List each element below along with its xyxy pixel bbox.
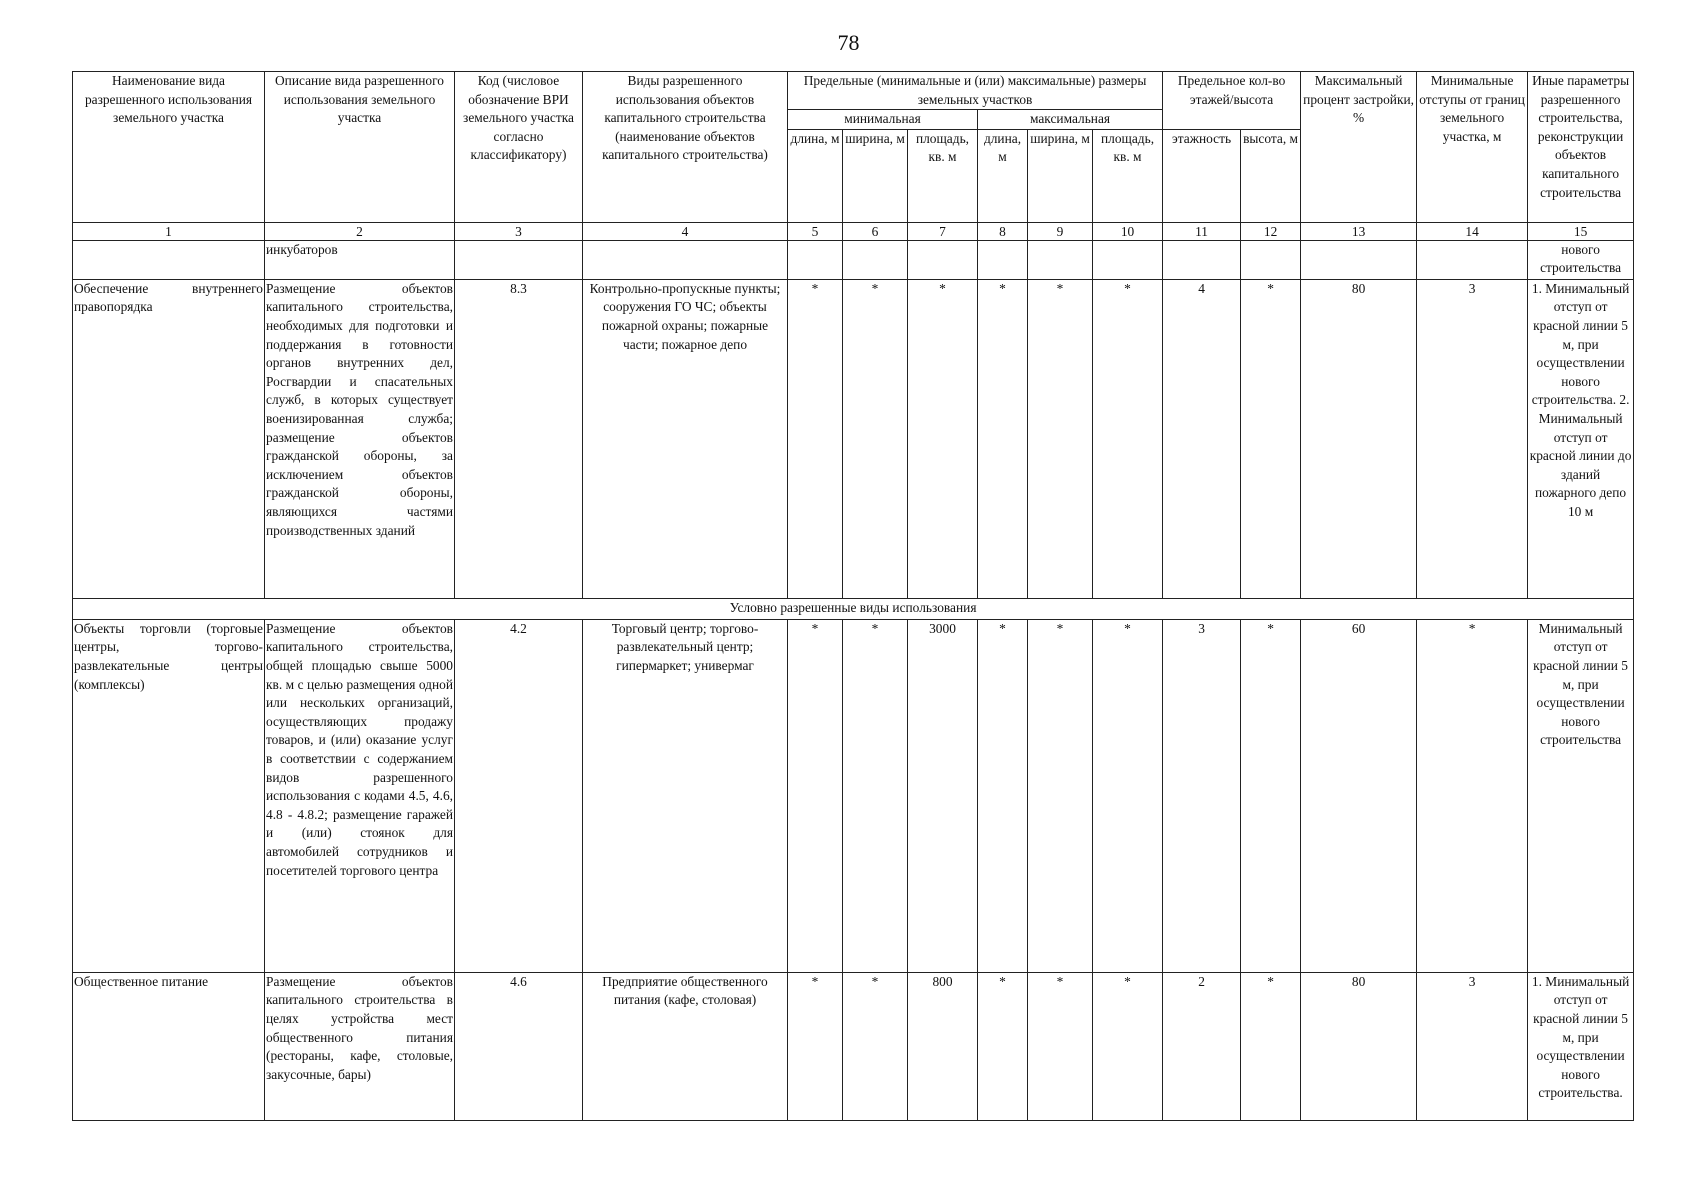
column-number: 8 bbox=[978, 222, 1028, 240]
cell-height: * bbox=[1241, 619, 1301, 972]
cell-code: 4.2 bbox=[455, 619, 583, 972]
cell-empty bbox=[788, 240, 843, 279]
cell-min-length: * bbox=[788, 972, 843, 1120]
section-header-row bbox=[73, 598, 1634, 619]
cell-code: 8.3 bbox=[455, 279, 583, 598]
cell-coverage: 80 bbox=[1301, 279, 1417, 598]
header-use-description: Описание вида разрешенного использования земельного участка bbox=[265, 72, 455, 223]
column-number: 6 bbox=[843, 222, 908, 240]
cell-empty bbox=[1163, 240, 1241, 279]
table-row bbox=[73, 279, 1634, 598]
cell-height: * bbox=[1241, 279, 1301, 598]
column-number: 1 bbox=[73, 222, 265, 240]
cell-other-parameters: нового строительства bbox=[1528, 240, 1634, 279]
header-maximum-group: максимальная bbox=[978, 110, 1163, 130]
header-min-width: ширина, м bbox=[843, 129, 908, 222]
cell-min-length: * bbox=[788, 279, 843, 598]
column-number: 3 bbox=[455, 222, 583, 240]
cell-empty bbox=[1241, 240, 1301, 279]
table-header-row bbox=[73, 72, 1634, 110]
page-number: 78 bbox=[837, 30, 860, 55]
header-min-length: длина, м bbox=[788, 129, 843, 222]
cell-max-width: * bbox=[1028, 972, 1093, 1120]
cell-height: * bbox=[1241, 972, 1301, 1120]
cell-other-parameters: 1. Минимальный отступ от красной линии 5 м, при осуществлении нового строительства. 2. Минимальный отступ от красной линии до зданий пожарного депо 10 м bbox=[1528, 279, 1634, 598]
cell-min-length: * bbox=[788, 619, 843, 972]
column-number: 5 bbox=[788, 222, 843, 240]
header-classifier-code: Код (числовое обозначение ВРИ земельного участка согласно классификатору) bbox=[455, 72, 583, 223]
header-max-width: ширина, м bbox=[1028, 129, 1093, 222]
table-row bbox=[73, 619, 1634, 972]
cell-min-area: * bbox=[908, 279, 978, 598]
cell-description: Размещение объектов капитального строительства, необходимых для подготовки и поддержания в готовности органов внутренних дел, Росгвардии и спасательных служб, в которых существует военизированная служба; размещение объектов гражданской обороны, за исключением объектов гражданской обороны, являющихся частями производственных зданий bbox=[265, 279, 455, 598]
header-minimum-group: минимальная bbox=[788, 110, 978, 130]
cell-description: Размещение объектов капитального строительства в целях устройства мест общественного питания (рестораны, кафе, столовые, закусочные, бары) bbox=[265, 972, 455, 1120]
column-number: 10 bbox=[1093, 222, 1163, 240]
header-min-area: площадь, кв. м bbox=[908, 129, 978, 222]
cell-floors: 2 bbox=[1163, 972, 1241, 1120]
cell-max-length: * bbox=[978, 279, 1028, 598]
cell-max-area: * bbox=[1093, 619, 1163, 972]
cell-objects: Контрольно-пропускные пункты; сооружения ГО ЧС; объекты пожарной охраны; пожарные части; пожарное депо bbox=[583, 279, 788, 598]
header-max-area: площадь, кв. м bbox=[1093, 129, 1163, 222]
header-other-parameters: Иные параметры разрешенного строительства, реконструкции объектов капитального строительства bbox=[1528, 72, 1634, 223]
header-construction-object-types: Виды разрешенного использования объектов капитального строительства (наименование объектов капитального строительства) bbox=[583, 72, 788, 223]
cell-use-name: Общественное питание bbox=[73, 972, 265, 1120]
cell-setback: 3 bbox=[1417, 972, 1528, 1120]
zoning-regulations-table bbox=[72, 71, 1634, 1121]
header-floors: этажность bbox=[1163, 129, 1241, 222]
section-title: Условно разрешенные виды использования bbox=[73, 598, 1634, 619]
cell-setback: 3 bbox=[1417, 279, 1528, 598]
cell-min-area: 800 bbox=[908, 972, 978, 1120]
cell-floors: 3 bbox=[1163, 619, 1241, 972]
cell-other-parameters: 1. Минимальный отступ от красной линии 5 м, при осуществлении нового строительства. bbox=[1528, 972, 1634, 1120]
cell-empty bbox=[978, 240, 1028, 279]
header-plot-size-limits: Предельные (минимальные и (или) максимальные) размеры земельных участков bbox=[788, 72, 1163, 110]
cell-empty bbox=[1417, 240, 1528, 279]
cell-objects: Торговый центр; торгово-развлекательный центр; гипермаркет; универмаг bbox=[583, 619, 788, 972]
cell-max-area: * bbox=[1093, 972, 1163, 1120]
cell-description: Размещение объектов капитального строительства, общей площадью свыше 5000 кв. м с целью размещения одной или нескольких организаций, осуществляющих продажу товаров, и (или) оказание услуг в соответствии с содержанием видов разрешенного использования с кодами 4.5, 4.6, 4.8 - 4.8.2; размещение гаражей и (или) стоянок для автомобилей сотрудников и посетителей торгового центра bbox=[265, 619, 455, 972]
cell-empty bbox=[455, 240, 583, 279]
cell-use-name: Обеспечение внутреннего правопорядка bbox=[73, 279, 265, 598]
column-number: 9 bbox=[1028, 222, 1093, 240]
cell-min-width: * bbox=[843, 619, 908, 972]
cell-floors: 4 bbox=[1163, 279, 1241, 598]
cell-coverage: 60 bbox=[1301, 619, 1417, 972]
cell-empty bbox=[1028, 240, 1093, 279]
header-max-coverage: Максимальный процент застройки, % bbox=[1301, 72, 1417, 223]
cell-max-length: * bbox=[978, 972, 1028, 1120]
header-min-setbacks: Минимальные отступы от границ земельного участка, м bbox=[1417, 72, 1528, 223]
cell-empty bbox=[73, 240, 265, 279]
cell-setback: * bbox=[1417, 619, 1528, 972]
cell-min-width: * bbox=[843, 972, 908, 1120]
cell-max-area: * bbox=[1093, 279, 1163, 598]
cell-objects: Предприятие общественного питания (кафе, столовая) bbox=[583, 972, 788, 1120]
cell-min-width: * bbox=[843, 279, 908, 598]
cell-code: 4.6 bbox=[455, 972, 583, 1120]
cell-min-area: 3000 bbox=[908, 619, 978, 972]
cell-other-parameters: Минимальный отступ от красной линии 5 м, при осуществлении нового строительства bbox=[1528, 619, 1634, 972]
cell-max-width: * bbox=[1028, 279, 1093, 598]
cell-empty bbox=[583, 240, 788, 279]
column-number: 13 bbox=[1301, 222, 1417, 240]
header-permitted-use-name: Наименование вида разрешенного использования земельного участка bbox=[73, 72, 265, 223]
cell-description: инкубаторов bbox=[265, 240, 455, 279]
column-number: 4 bbox=[583, 222, 788, 240]
column-number: 14 bbox=[1417, 222, 1528, 240]
column-numbers-row bbox=[73, 222, 1634, 240]
header-floor-limits: Предельное кол-во этажей/высота bbox=[1163, 72, 1301, 130]
cell-use-name: Объекты торговли (торговые центры, торгово-развлекательные центры (комплексы) bbox=[73, 619, 265, 972]
table-row-continued bbox=[73, 240, 1634, 279]
column-number: 2 bbox=[265, 222, 455, 240]
column-number: 12 bbox=[1241, 222, 1301, 240]
cell-coverage: 80 bbox=[1301, 972, 1417, 1120]
column-number: 15 bbox=[1528, 222, 1634, 240]
column-number: 7 bbox=[908, 222, 978, 240]
cell-max-width: * bbox=[1028, 619, 1093, 972]
header-max-length: длина, м bbox=[978, 129, 1028, 222]
cell-empty bbox=[843, 240, 908, 279]
column-number: 11 bbox=[1163, 222, 1241, 240]
header-height: высота, м bbox=[1241, 129, 1301, 222]
cell-max-length: * bbox=[978, 619, 1028, 972]
table-row bbox=[73, 972, 1634, 1120]
cell-empty bbox=[908, 240, 978, 279]
cell-empty bbox=[1301, 240, 1417, 279]
cell-empty bbox=[1093, 240, 1163, 279]
